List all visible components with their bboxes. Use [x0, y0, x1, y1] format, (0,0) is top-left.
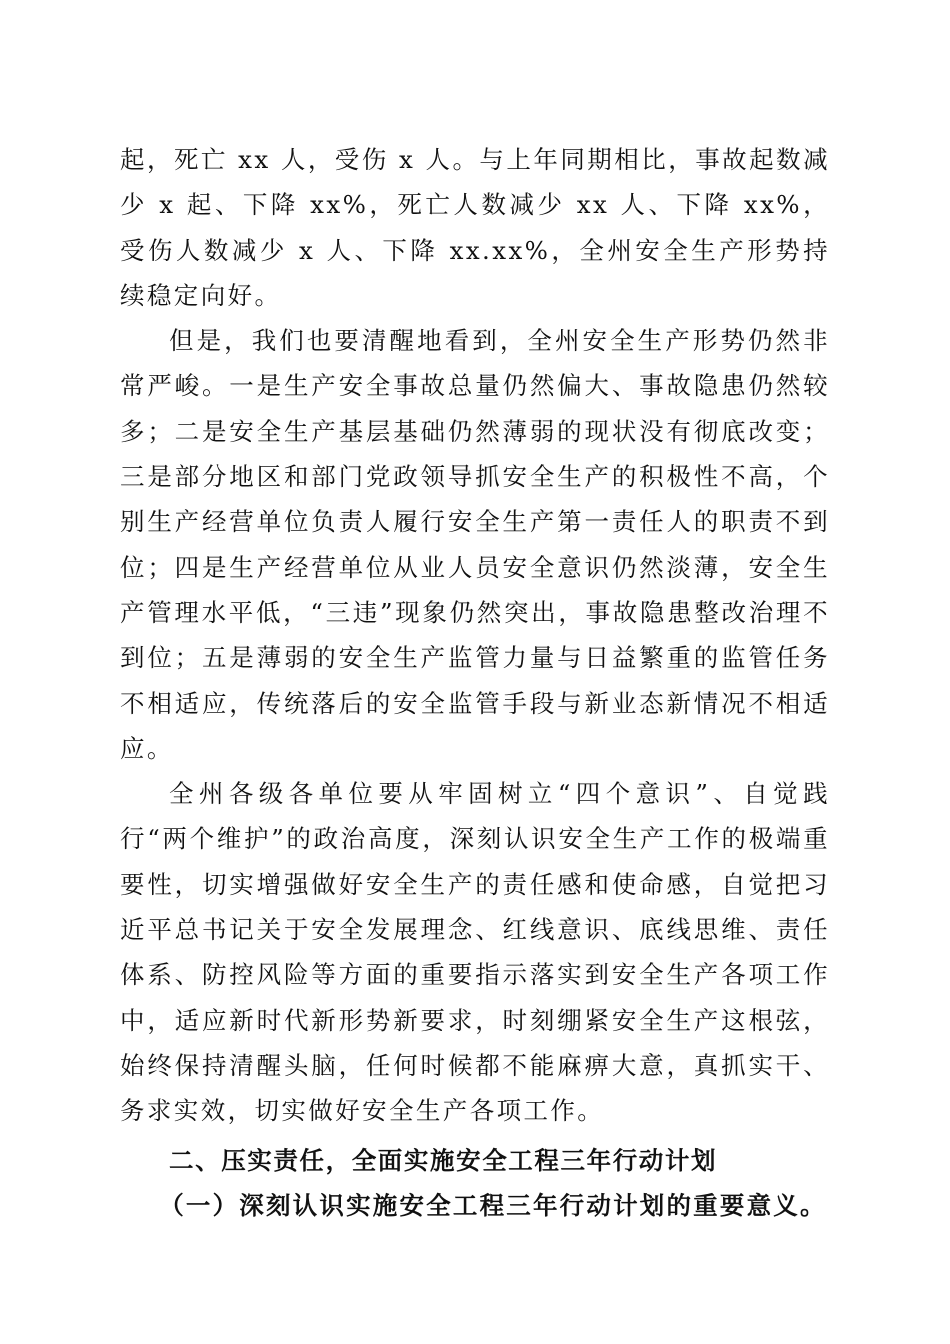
paragraph-safety-situation: 但是，我们也要清醒地看到，全州安全生产形势仍然非常严峻。一是生产安全事故总量仍然偏大、事故隐患仍然较多；二是安全生产基层基础仍然薄弱的现状没有彻底改变；三是部分地区和部门党政领导抓安全生产的积极性不高，个别生产经营单位负责人履行安全生产第一责任人的职责不到位；四是生产经营单位从业人员安全意识仍然淡薄，安全生产管理水平低，“三违”现象仍然突出，事故隐患整改治理不到位；五是薄弱的安全生产监管力量与日益繁重的监管任务不相适应，传统落后的安全监管手段与新业态新情况不相适应。 — [120, 326, 830, 763]
document-body — [120, 137, 830, 1228]
section-heading: 二、压实责任，全面实施安全工程三年行动计划 — [169, 1145, 718, 1175]
paragraph-political-awareness: 全州各级各单位要从牢固树立“四个意识”、自觉践行“两个维护”的政治高度，深刻认识安全生产工作的极端重要性，切实增强做好安全生产的责任感和使命感，自觉把习近平总书记关于安全发展理念、红线意识、底线思维、责任体系、防控风险等方面的重要指示落实到安全生产各项工作中，适应新时代新形势新要求，时刻绷紧安全生产这根弦，始终保持清醒头脑，任何时候都不能麻痹大意，真抓实干、务求实效，切实做好安全生产各项工作。 — [120, 779, 830, 1126]
subsection-heading: （一）深刻认识实施安全工程三年行动计划的重要意义。 — [159, 1190, 827, 1220]
paragraph-continued-statistics: 起，死亡 xx 人，受伤 x 人。与上年同期相比，事故起数减少 x 起、下降 xx%，死亡人数减少 xx 人、下降 xx%，受伤人数减少 x 人、下降 xx.xx%，全州安全生产形势持续稳定向好。 — [120, 145, 830, 310]
